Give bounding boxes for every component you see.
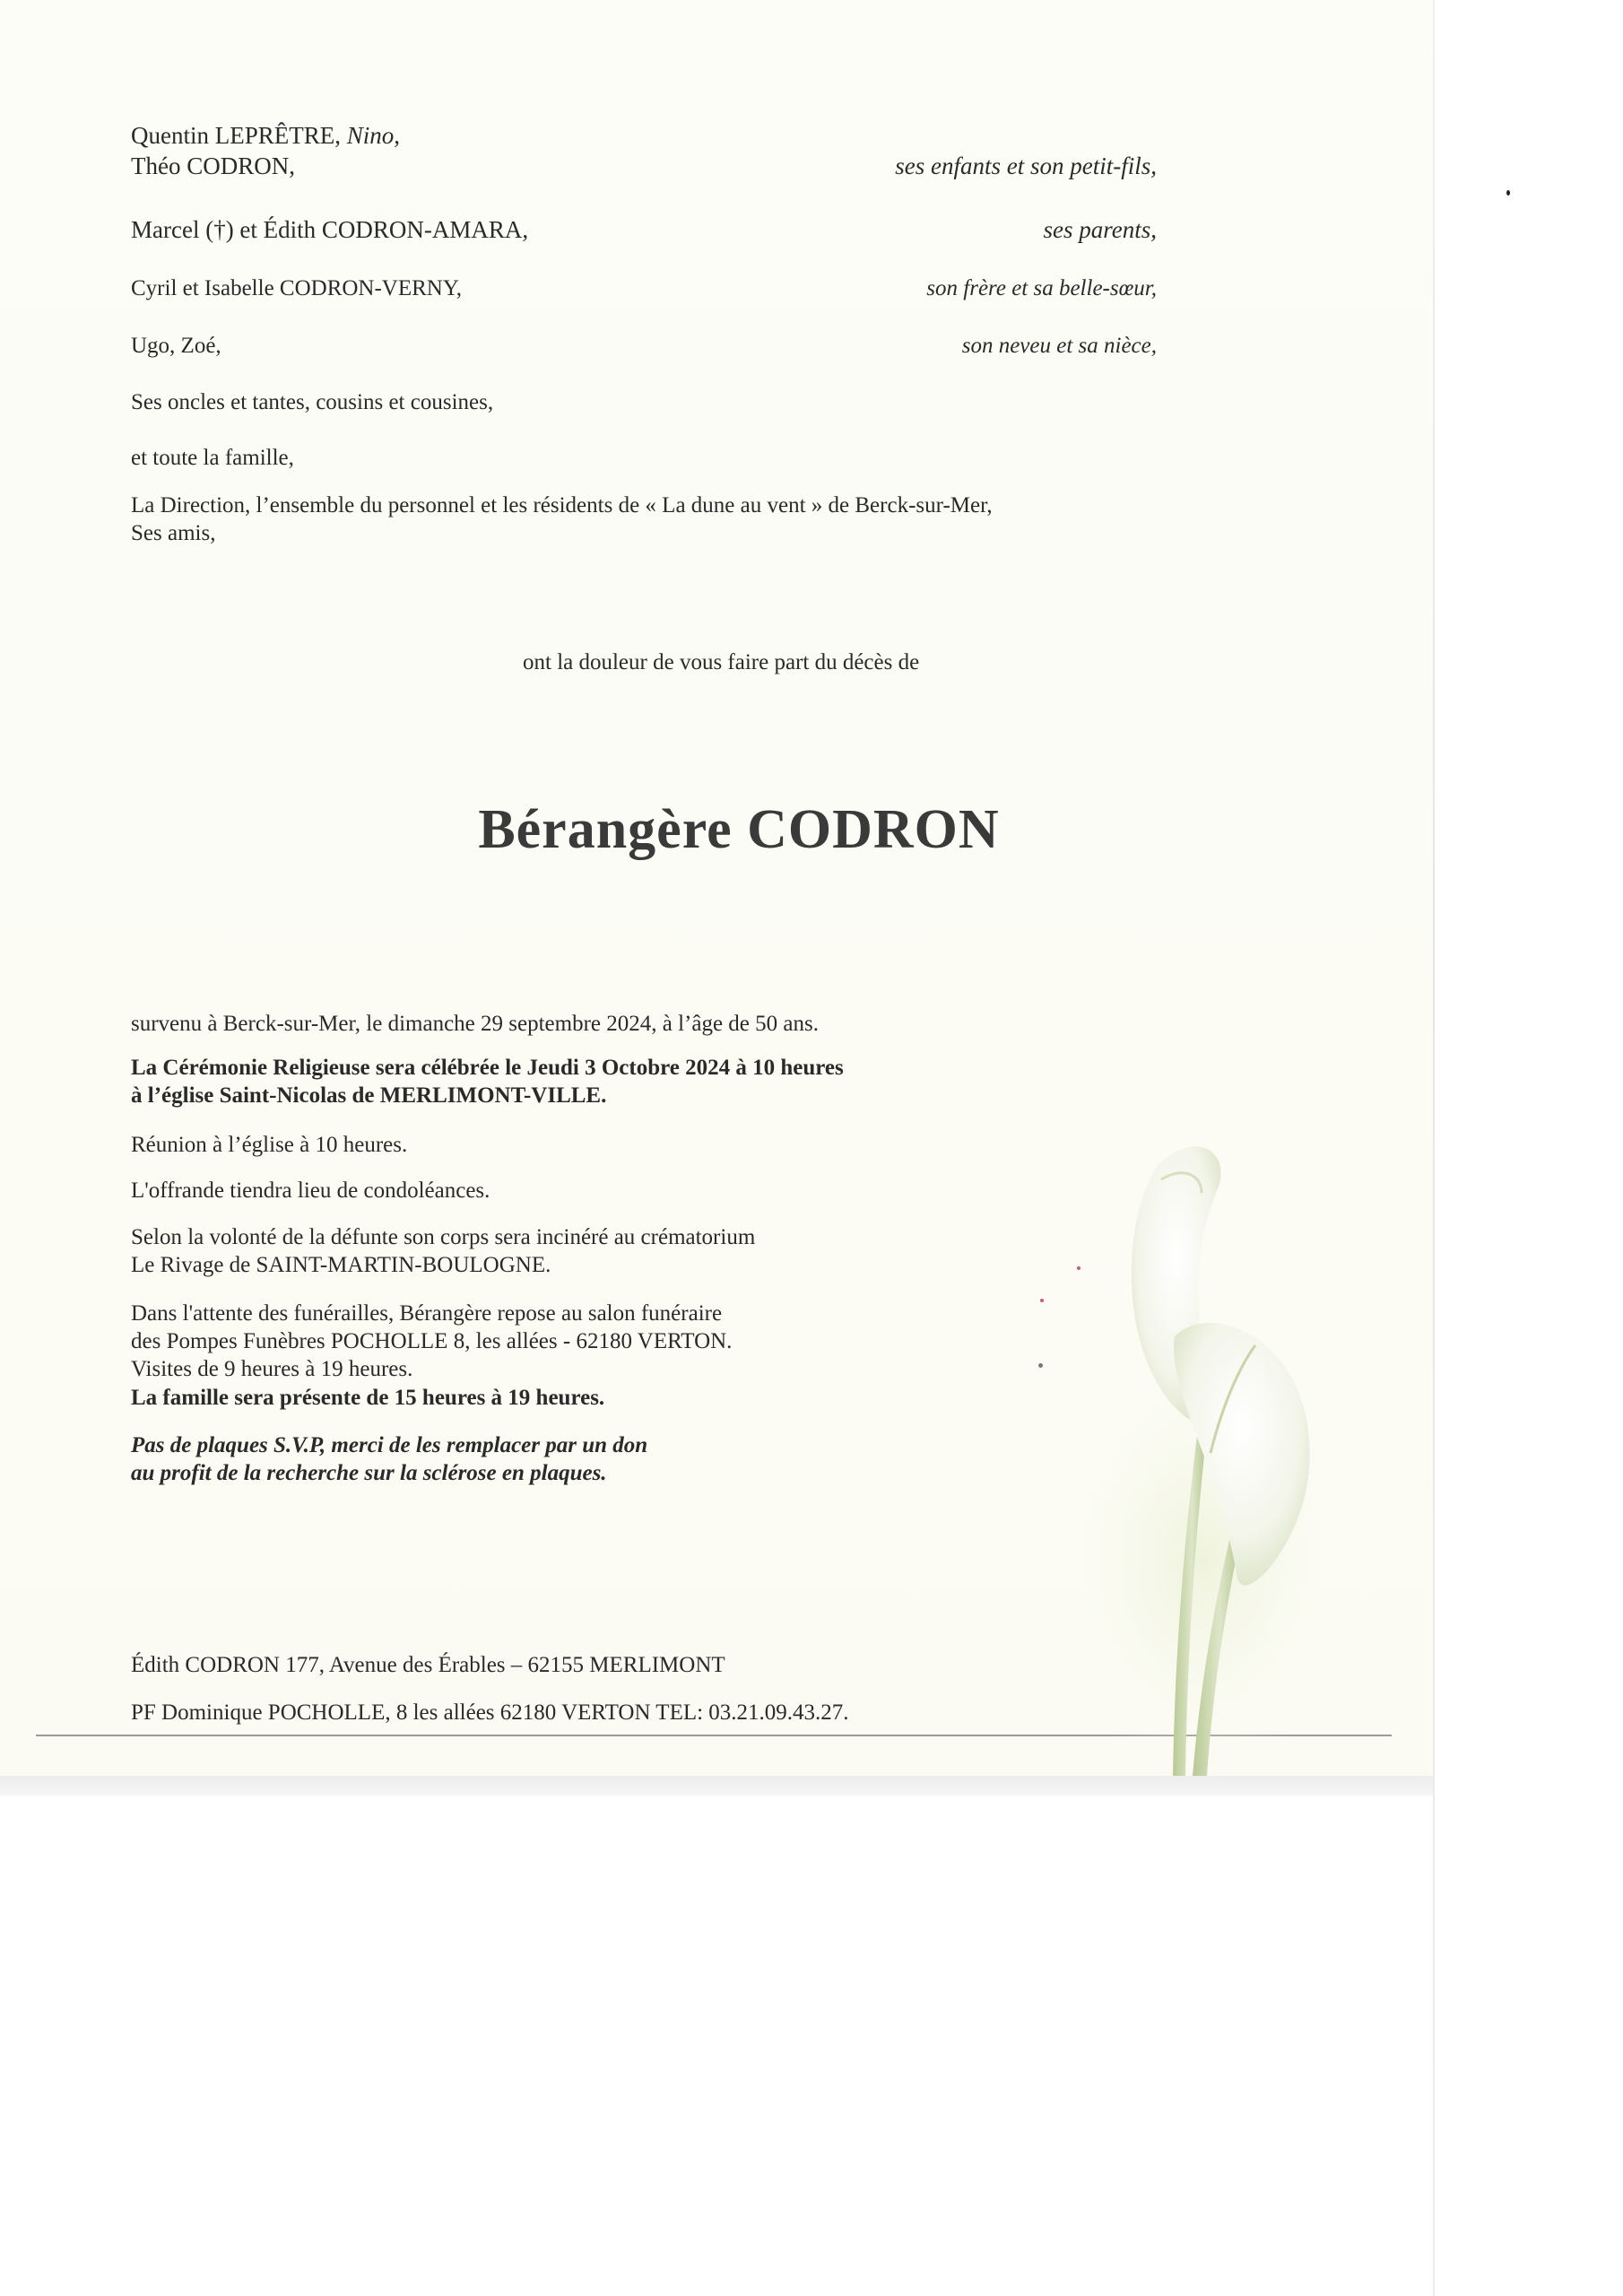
footer-address: Édith CODRON 177, Avenue des Érables – 62155 MERLIMONT — [131, 1653, 725, 1677]
family-present-line: La famille sera présente de 15 heures à 19 heures. — [131, 1386, 605, 1410]
relation-sibling: son frère et sa belle-sœur, — [926, 276, 1157, 300]
family-all-line: et toute la famille, — [131, 446, 294, 470]
relation-children: ses enfants et son petit-fils, — [895, 152, 1157, 179]
ceremony-line-1: La Cérémonie Religieuse sera célébrée le Jeudi 3 Octobre 2024 à 10 heures — [131, 1056, 844, 1080]
scan-edge — [1433, 0, 1435, 2296]
visits-line: Visites de 9 heures à 19 heures. — [131, 1357, 413, 1381]
no-plaques-line-2: au profit de la recherche sur la sclérose en plaques. — [131, 1461, 607, 1485]
family-name-1: Quentin LEPRÊTRE, — [131, 122, 341, 149]
calla-lily-illustration — [1067, 1130, 1363, 1776]
family-line-1 — [131, 122, 400, 149]
card-bottom-edge — [0, 1776, 1433, 1796]
direction-line: La Direction, l’ensemble du personnel et les résidents de « La dune au vent » de Berck-sur-Mer, — [131, 493, 993, 517]
friends-line: Ses amis, — [131, 521, 216, 545]
uncles-line: Ses oncles et tantes, cousins et cousines, — [131, 390, 494, 414]
death-details: survenu à Berck-sur-Mer, le dimanche 29 septembre 2024, à l’âge de 50 ans. — [131, 1012, 819, 1036]
deceased-name: Bérangère CODRON — [478, 799, 1000, 860]
relation-nephew: son neveu et sa nièce, — [961, 334, 1157, 358]
relation-parents: ses parents, — [1043, 216, 1157, 243]
scan-speck — [1077, 1266, 1081, 1270]
parents-name: Marcel (†) et Édith CODRON-AMARA, — [131, 216, 529, 243]
announcement: ont la douleur de vous faire part du décès de — [523, 650, 920, 674]
rest-line-1: Dans l'attente des funérailles, Bérangère repose au salon funéraire — [131, 1301, 723, 1326]
family-name-1-italic: Nino, — [346, 122, 400, 149]
footer-undertaker: PF Dominique POCHOLLE, 8 les allées 62180 VERTON TEL: 03.21.09.43.27. — [131, 1700, 849, 1725]
ceremony-line-2: à l’église Saint-Nicolas de MERLIMONT-VILLE. — [131, 1083, 607, 1108]
meeting-line: Réunion à l’église à 10 heures. — [131, 1133, 408, 1157]
scan-speck — [1040, 1299, 1044, 1302]
nephew-name: Ugo, Zoé, — [131, 334, 221, 358]
cremation-line-2: Le Rivage de SAINT-MARTIN-BOULOGNE. — [131, 1253, 551, 1277]
rest-line-2: des Pompes Funèbres POCHOLLE 8, les allées - 62180 VERTON. — [131, 1329, 733, 1353]
scan-speck — [1506, 190, 1510, 196]
family-line-2: Théo CODRON, — [131, 152, 295, 179]
no-plaques-line-1: Pas de plaques S.V.P, merci de les remplacer par un don — [131, 1433, 648, 1457]
cremation-line-1: Selon la volonté de la défunte son corps sera incinéré au crématorium — [131, 1225, 756, 1249]
scan-speck — [1038, 1363, 1043, 1368]
sibling-name: Cyril et Isabelle CODRON-VERNY, — [131, 276, 462, 300]
offering-line: L'offrande tiendra lieu de condoléances. — [131, 1178, 490, 1203]
